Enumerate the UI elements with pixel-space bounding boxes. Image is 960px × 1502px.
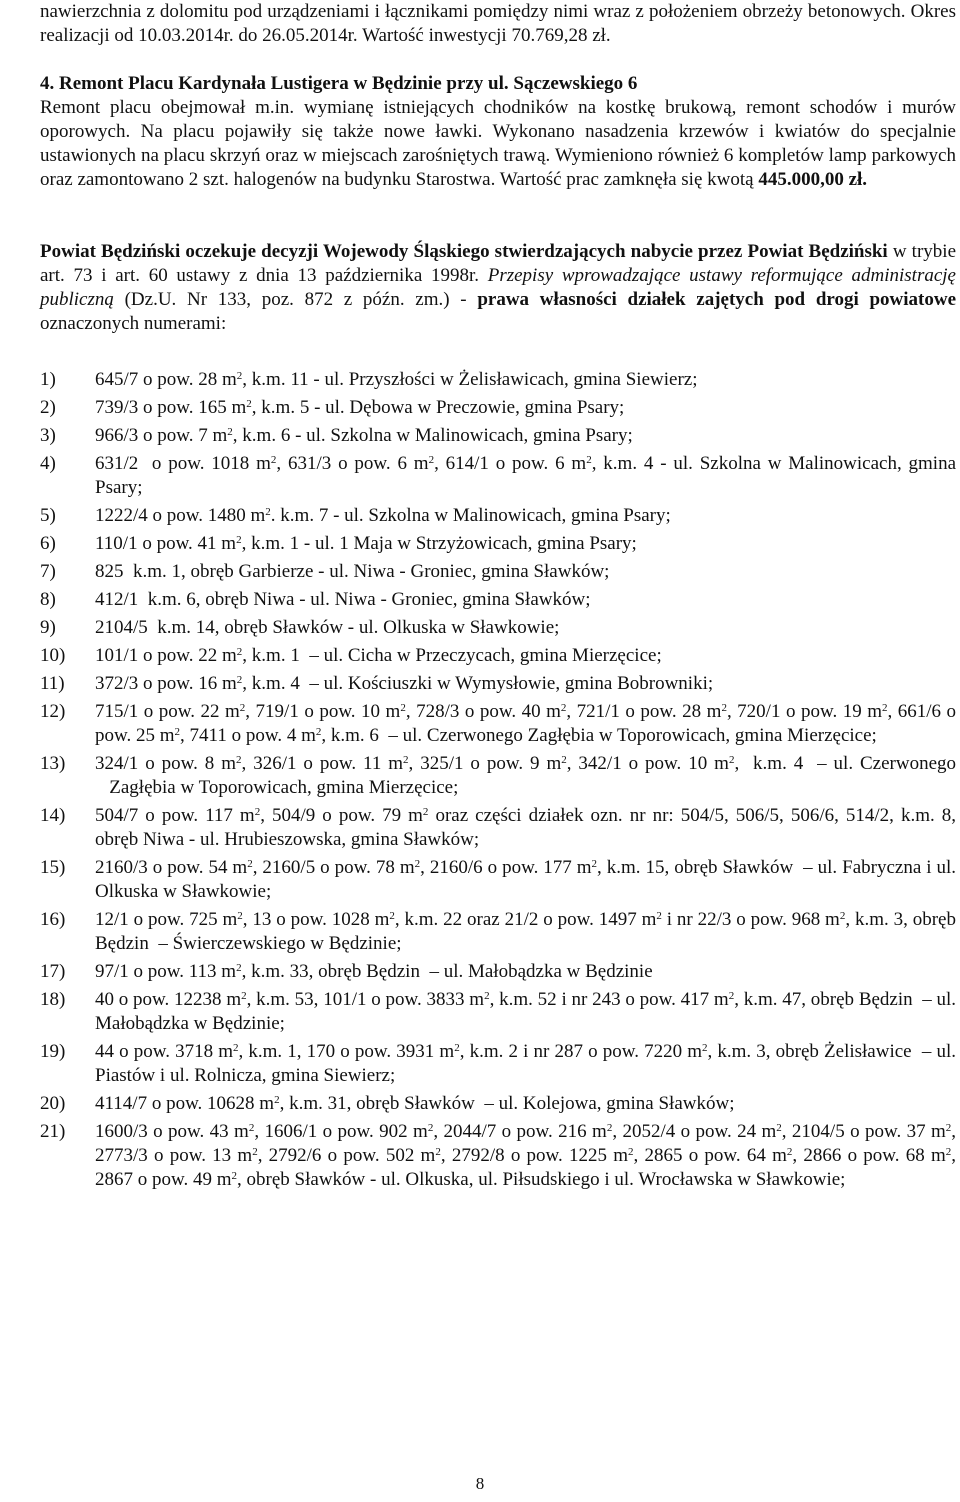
plot-number: 9) [40,617,56,638]
plot-number: 6) [40,533,56,554]
page-number: 8 [475,1474,485,1493]
decision-paragraph [40,240,956,336]
section-4-heading: 4. Remont Placu Kardynała Lustigera w Będzinie przy ul. Sączewskiego 6 [40,73,638,94]
plot-description: 110/1 o pow. 41 $m^2$, k.m. 1 - ul. 1 Maja w Strzyżowicach, gmina Psary; [95,533,637,554]
spacer [40,48,956,72]
decision-ref: (Dz.U. Nr 133, poz. 872 z późn. zm.) - [113,289,478,310]
plot-description: 324/1 o pow. 8 $m^2$, 326/1 o pow. 11 $m^2$, 325/1 o pow. 9 $m^2$, 342/1 o pow. 10 $m^2$, k.m. 4 – ul. Czerwonego Zagłębia w Toporowicach, gmina Mierzęcice; [95,753,957,798]
plot-description: 631/2 o pow. 1018 $m^2$, 631/3 o pow. 6 $m^2$, 614/1 o pow. 6 $m^2$, k.m. 4 - ul. Szkolna w Malinowicach, gmina Psary; [95,453,957,498]
plot-number: 14) [40,805,66,826]
plot-list-item [40,752,956,800]
plot-description: 412/1 k.m. 6, obręb Niwa - ul. Niwa - Groniec, gmina Sławków; [95,589,591,610]
plot-list-item [40,960,956,984]
plot-description: 12/1 o pow. 725 $m^2$, 13 o pow. 1028 $m^2$, k.m. 22 oraz 21/2 o pow. 1497 $m^2$ i nr 22/3 o pow. 968 $m^2$, k.m. 3, obręb Będzin – Świerczewskiego w Będzinie; [95,909,956,954]
plot-number: 12) [40,701,66,722]
plot-description: 715/1 o pow. 22 $m^2$, 719/1 o pow. 10 $m^2$, 728/3 o pow. 40 $m^2$, 721/1 o pow. 28 $m^2$, 720/1 o pow. 19 $m^2$, 661/6 o pow. 25 $m^2$, 7411 o pow. 4 $m^2$, k.m. 6 – ul. Czerwonego Zagłębia w Toporowicach, gmina Mierzęcice; [95,701,957,746]
plot-number: 8) [40,589,56,610]
plot-list-item [40,396,956,420]
plot-number: 19) [40,1041,66,1062]
plot-description: 1600/3 o pow. 43 $m^2$, 1606/1 o pow. 902 $m^2$, 2044/7 o pow. 216 $m^2$, 2052/4 o pow. 24 $m^2$, 2104/5 o pow. 37 $m^2$, 2773/3 o pow. 13 $m^2$, 2792/6 o pow. 502 $m^2$, 2792/8 o pow. 1225 $m^2$, 2865 o pow. 64 $m^2$, 2866 o pow. 68 $m^2$, 2867 o pow. 49 $m^2$, obręb Sławków - ul. Olkuska, ul. Piłsudskiego i ul. Wrocławska w Sławkowie; [95,1121,957,1190]
plot-list-item [40,700,956,748]
plot-number: 17) [40,961,66,982]
plot-list-item [40,988,956,1036]
plot-list-item [40,856,956,904]
intro-paragraph: nawierzchnia z dolomitu pod urządzeniami i łącznikami pomiędzy nimi wraz z położeniem obrzeży betonowych. Okres realizacji od 10.03.2014r. do 26.05.2014r. Wartość inwestycji 70.769,28 zł. [40,1,956,46]
plot-number: 7) [40,561,56,582]
plot-number: 16) [40,909,66,930]
plot-number: 21) [40,1121,66,1142]
plot-list-item [40,908,956,956]
section-4-text: Remont placu obejmował m.in. wymianę istniejących chodników na kostkę brukową, remont schodów i murów oporowych. Na placu pojawiły się także nowe ławki. Wykonano nasadzenia krzewów i kwiatów do specjalnie ustawionych na placu skrzyń oraz w miejscach zarośniętych trawą. Wymieniono również 6 kompletów lamp parkowych oraz zamontowano 2 szt. halogenów na budynku Starostwa. Wartość prac zamknęła się kwotą [40,97,956,190]
document-page [40,0,956,1196]
plot-number: 2) [40,397,56,418]
plot-description: 2160/3 o pow. 54 $m^2$, 2160/5 o pow. 78 $m^2$, 2160/6 o pow. 177 $m^2$, k.m. 15, obręb Sławków – ul. Fabryczna i ul. Olkuska w Sławkowie; [95,857,957,902]
plot-description: 4114/7 o pow. 10628 $m^2$, k.m. 31, obręb Sławków – ul. Kolejowa, gmina Sławków; [95,1093,735,1114]
plot-list-item [40,804,956,852]
section-4-value: 445.000,00 zł. [758,169,868,190]
plot-number: 15) [40,857,66,878]
plot-number: 1) [40,369,56,390]
plot-list-item [40,644,956,668]
plot-description: 101/1 o pow. 22 $m^2$, k.m. 1 – ul. Cicha w Przeczycach, gmina Mierzęcice; [95,645,662,666]
plot-list-item [40,424,956,448]
plot-list-item [40,672,956,696]
plot-list-item [40,588,956,612]
plot-number: 5) [40,505,56,526]
decision-tail: oznaczonych numerami: [40,313,227,334]
plot-description: 1222/4 o pow. 1480 $m^2$. k.m. 7 - ul. Szkolna w Malinowicach, gmina Psary; [95,505,671,526]
plot-list-item [40,1040,956,1088]
plots-list [40,368,956,1192]
plot-description: 739/3 o pow. 165 $m^2$, k.m. 5 - ul. Dębowa w Preczowie, gmina Psary; [95,397,625,418]
spacer [40,192,956,240]
plot-description: 504/7 o pow. 117 $m^2$, 504/9 o pow. 79 $m^2$ oraz części działek ozn. nr nr: 504/5, 506/5, 506/6, 514/2, k.m. 8, obręb Niwa - ul. Hrubieszowska, gmina Sławków; [95,805,957,850]
plot-list-item [40,1120,956,1192]
plot-number: 20) [40,1093,66,1114]
plot-description: 825 k.m. 1, obręb Garbierze - ul. Niwa - Groniec, gmina Sławków; [95,561,610,582]
plot-list-item [40,368,956,392]
plot-description: 966/3 o pow. 7 $m^2$, k.m. 6 - ul. Szkolna w Malinowicach, gmina Psary; [95,425,633,446]
plot-list-item [40,616,956,640]
plot-number: 4) [40,453,56,474]
plot-description: 40 o pow. 12238 $m^2$, k.m. 53, 101/1 o pow. 3833 $m^2$, k.m. 52 i nr 243 o pow. 417 $m^2$, k.m. 47, obręb Będzin – ul. Małobądzka w Będzinie; [95,989,956,1034]
spacer [40,336,956,368]
plot-list-item [40,452,956,500]
plot-description: 97/1 o pow. 113 $m^2$, k.m. 33, obręb Będzin – ul. Małobądzka w Będzinie [95,961,653,982]
decision-bold-2: prawa własności działek zajętych pod drogi powiatowe [477,289,956,310]
plot-list-item [40,504,956,528]
decision-text: w trybie art. 73 i art. 60 ustawy z dnia 13 października 1998r. [40,241,956,286]
plot-description: 645/7 o pow. 28 $m^2$, k.m. 11 - ul. Przyszłości w Żelisławicach, gmina Siewierz; [95,369,698,390]
plot-description: 44 o pow. 3718 $m^2$, k.m. 1, 170 o pow. 3931 $m^2$, k.m. 2 i nr 287 o pow. 7220 $m^2$, k.m. 3, obręb Żelisławice – ul. Piastów i ul. Rolnicza, gmina Siewierz; [95,1041,956,1086]
plot-list-item [40,532,956,556]
plot-description: 372/3 o pow. 16 $m^2$, k.m. 4 – ul. Kościuszki w Wymysłowie, gmina Bobrowniki; [95,673,714,694]
decision-bold: Powiat Będziński oczekuje decyzji Wojewody Śląskiego stwierdzających nabycie przez Powiat Będziński [40,241,888,262]
plot-number: 18) [40,989,66,1010]
decision-italic: Przepisy wprowadzające ustawy reformujące administrację publiczną [40,265,956,310]
plot-number: 13) [40,753,66,774]
plot-list-item [40,560,956,584]
plot-number: 3) [40,425,56,446]
plot-number: 10) [40,645,66,666]
section-4-body [40,96,956,192]
plot-number: 11) [40,673,65,694]
plot-description: 2104/5 k.m. 14, obręb Sławków - ul. Olkuska w Sławkowie; [95,617,560,638]
plot-list-item [40,1092,956,1116]
